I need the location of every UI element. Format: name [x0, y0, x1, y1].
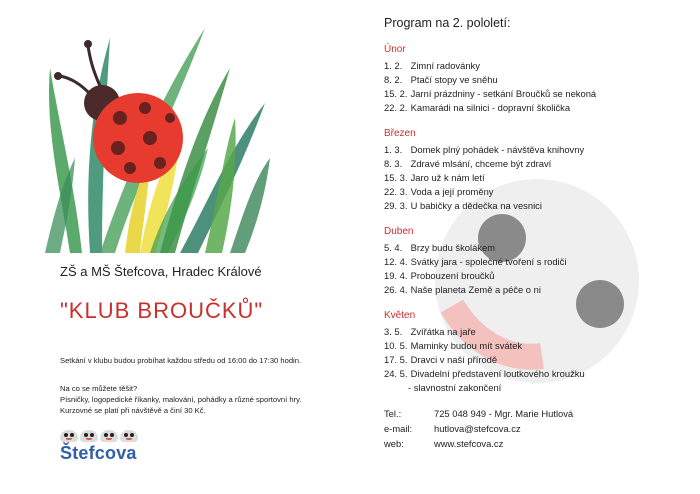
club-title: "KLUB BROUČKŮ" [60, 298, 264, 323]
school-name: ZŠ a MŠ Štefcova, Hradec Králové [60, 264, 262, 279]
program-item: 8. 3. Zdravé mlsání, chceme být zdraví [384, 158, 552, 169]
month-heading: Únor [384, 44, 406, 55]
program-item: 5. 4. Brzy budu školákem [384, 242, 496, 253]
fee-text: Kurzovné se platí při návštěvě a činí 30 Kč. [60, 406, 206, 415]
contact-email: e-mail: hutlova@stefcova.cz [384, 423, 521, 434]
program-item: 8. 2. Ptačí stopy ve sněhu [384, 74, 498, 85]
program-item: 1. 2. Zimní radovánky [384, 60, 480, 71]
program-item: 12. 4. Svátky jara - společné tvoření s rodiči [384, 256, 567, 267]
ladybug-grass-illustration [30, 8, 280, 258]
program-item: 15. 3. Jaro už k nám letí [384, 172, 485, 183]
month-heading: Březen [384, 128, 416, 139]
activities-text: Písničky, logopedické říkanky, malování, pohádky a různé sportovní hry. [60, 395, 302, 404]
program-item: 26. 4. Naše planeta Země a péče o ni [384, 284, 541, 295]
program-item: 29. 3. U babičky a dědečka na vesnici [384, 200, 542, 211]
contact-web: web: www.stefcova.cz [384, 438, 504, 449]
program-item: 24. 5. Divadelní představení loutkového kroužku [384, 368, 585, 379]
program-item: - slavnostní zakončení [408, 382, 502, 393]
program-item: 19. 4. Probouzení broučků [384, 270, 495, 281]
what-question: Na co se můžete těšit? [60, 384, 138, 393]
logo-text: Štefcova [60, 443, 137, 463]
month-heading: Květen [384, 310, 416, 321]
program-item: 1. 3. Domek plný pohádek - návštěva knihovny [384, 144, 585, 155]
program-item: 10. 5. Maminky budou mít svátek [384, 340, 523, 351]
program-item: 17. 5. Dravci v naší přírodě [384, 354, 498, 365]
logo-faces-icon [60, 430, 138, 442]
program-item: 3. 5. Zvířátka na jaře [384, 326, 476, 337]
month-heading: Duben [384, 226, 414, 237]
program-title: Program na 2. pololetí: [384, 16, 511, 30]
meeting-info: Setkání v klubu budou probíhat každou středu od 16:00 do 17:30 hodin. [60, 356, 302, 365]
program-item: 15. 2. Jarní prázdniny - setkání Broučků se nekoná [384, 88, 597, 99]
stefcova-logo [60, 430, 138, 464]
program-item: 22. 3. Voda a její proměny [384, 186, 494, 197]
program-item: 22. 2. Kamarádi na silnici - dopravní školička [384, 102, 571, 113]
contact-phone: Tel.: 725 048 949 - Mgr. Marie Hutlová [384, 408, 574, 419]
